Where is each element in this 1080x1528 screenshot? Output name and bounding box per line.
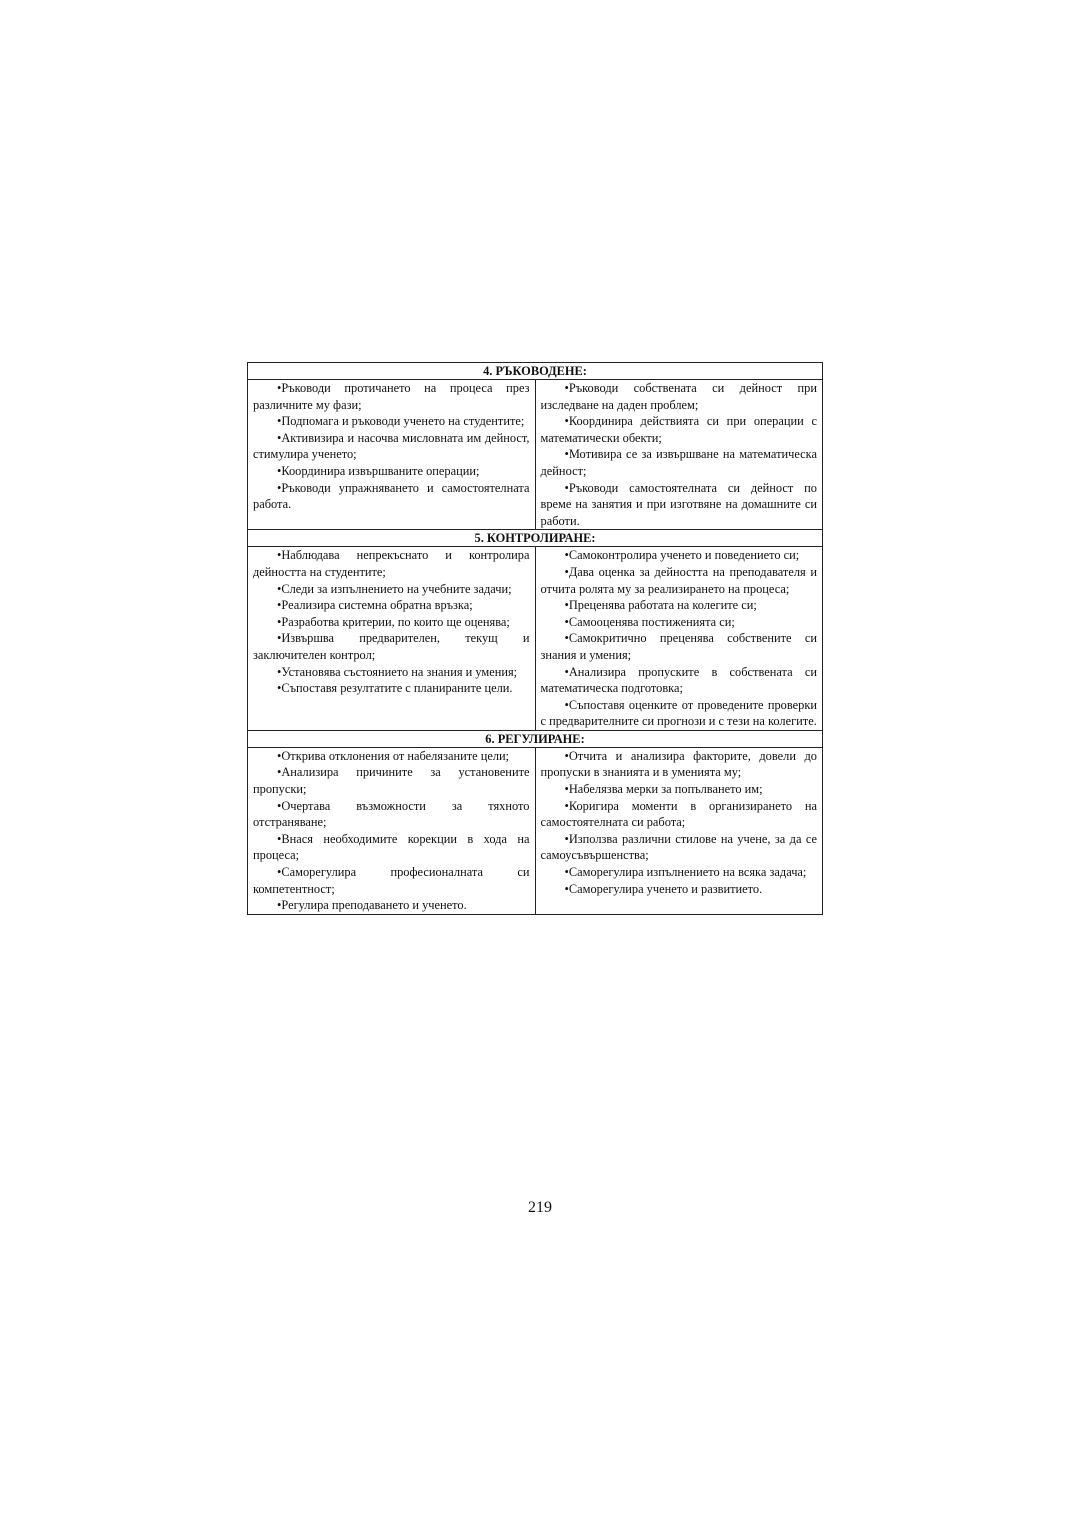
teacher-column <box>248 747 536 914</box>
list-item: •Следи за изпълнението на учебните задачи; <box>277 581 512 596</box>
list-item: •Самоконтролира ученето и поведението си; <box>564 548 800 563</box>
section-header-row <box>248 730 823 747</box>
list-item: •Анализира причините за установените пропуски; <box>253 765 530 797</box>
list-item: •Съпоставя резултатите с планираните цели. <box>277 681 513 696</box>
list-item: •Анализира пропуските в собствената си математическа подготовка; <box>540 664 817 696</box>
list-item: •Открива отклонения от набелязаните цели; <box>277 748 510 763</box>
section-content-row <box>248 380 823 530</box>
list-item: •Саморегулира изпълнението на всяка задача; <box>564 865 807 880</box>
activities-table <box>247 362 823 915</box>
list-item: •Регулира преподаването и ученето. <box>277 898 467 913</box>
list-item: •Установява състоянието на знания и умения; <box>277 664 518 679</box>
teacher-column <box>248 380 536 530</box>
list-item: •Разработва критерии, по които ще оценява; <box>277 614 510 629</box>
list-item: •Координира действията си при операции с математически обекти; <box>540 414 817 445</box>
list-item: •Ръководи самостоятелната си дейност по време на занятия и при изготвяне на домашните си работи. <box>540 480 817 528</box>
list-item: •Набелязва мерки за попълването им; <box>564 782 763 797</box>
list-item: •Дава оценка за дейността на преподавателя и отчита ролята му за реализирането на процеса; <box>540 564 817 596</box>
page-number: 219 <box>528 1199 552 1216</box>
list-item: •Реализира системна обратна връзка; <box>277 598 473 613</box>
list-item: •Съпоставя оценките от проведените проверки с предварителните си прогнози и с тези на колегите. <box>540 697 817 729</box>
list-item: •Очертава възможности за тяхното отстраняване; <box>253 798 530 830</box>
section-title: 4. РЪКОВОДЕНЕ: <box>248 363 823 380</box>
student-column <box>535 380 823 530</box>
section-content-row <box>248 747 823 914</box>
student-column <box>535 747 823 914</box>
list-item: •Преценява работата на колегите си; <box>564 598 757 613</box>
section-header-row <box>248 530 823 547</box>
list-item: •Ръководи собствената си дейност при изследване на даден проблем; <box>540 381 817 412</box>
list-item: •Подпомага и ръководи ученето на студентите; <box>277 414 525 429</box>
section-content-row <box>248 547 823 731</box>
list-item: •Извършва предварителен, текущ и заключителен контрол; <box>253 631 530 662</box>
list-item: •Коригира моменти в организирането на самостоятелната си работа; <box>540 798 817 830</box>
section-title: 5. КОНТРОЛИРАНЕ: <box>248 530 823 547</box>
list-item: •Самокритично преценява собствените си знания и умения; <box>540 631 817 662</box>
list-item: •Мотивира се за извършване на математическа дейност; <box>540 447 817 478</box>
list-item: •Самооценява постиженията си; <box>564 614 735 629</box>
student-column <box>535 547 823 731</box>
list-item: •Саморегулира ученето и развитието. <box>564 881 763 896</box>
list-item: •Внася необходимите корекции в хода на процеса; <box>253 831 530 863</box>
list-item: •Отчита и анализира факторите, довели до пропуски в знанията и в уменията му; <box>540 748 817 780</box>
list-item: •Саморегулира професионалната си компетентност; <box>253 865 530 896</box>
section-title: 6. РЕГУЛИРАНЕ: <box>248 730 823 747</box>
teacher-column <box>248 547 536 731</box>
list-item: •Активизира и насочва мисловната им дейност, стимулира ученето; <box>253 430 530 462</box>
list-item: •Наблюдава непрекъснато и контролира дейността на студентите; <box>253 548 530 579</box>
section-header-row <box>248 363 823 380</box>
activities-table-body <box>248 363 823 915</box>
list-item: •Ръководи упражняването и самостоятелната работа. <box>253 480 530 512</box>
list-item: •Координира извършваните операции; <box>277 463 480 478</box>
list-item: •Използва различни стилове на учене, за да се самоусъвършенства; <box>540 831 817 863</box>
list-item: •Ръководи протичането на процеса през различните му фази; <box>253 381 530 412</box>
